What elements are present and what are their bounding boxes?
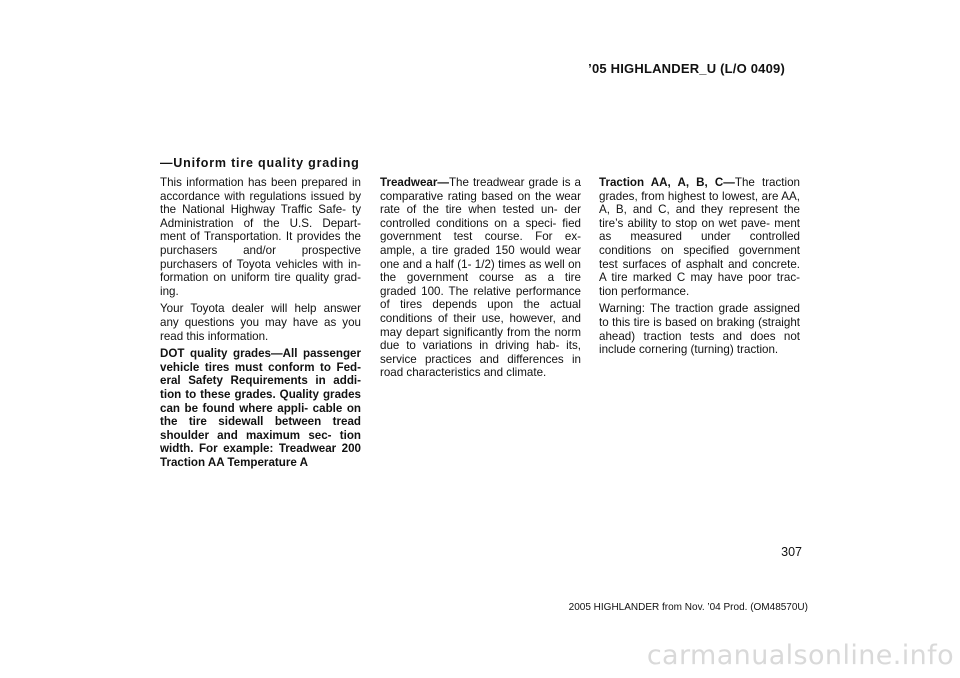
- text-column-1: [160, 176, 361, 473]
- traction-body: The traction grades, from highest to lowest, are AA, A, B, and C, and they represent the tire’s ability to stop on wet pave- ment as measured under controlled conditions on specified government test surfaces of asphalt and concrete. A tire marked C may have poor trac- tion performance.: [599, 176, 800, 298]
- text-column-3: [599, 176, 800, 361]
- dot-grades-paragraph: DOT quality grades—All passenger vehicle tires must conform to Fed- eral Safety Requirements in addi- tion to these grades. Quality grades can be found where appli- cable on the tire sidewall between tread shoulder and maximum sec- tion width. For example: Treadwear 200 Traction AA Temperature A: [160, 347, 361, 469]
- treadwear-body: The treadwear grade is a comparative rating based on the wear rate of the tire when tested un- der controlled conditions on a speci- fied government test course. For ex- ample, a tire graded 150 would wear one and a half (1- 1/2) times as well on the government course as a tire graded 100. The relative performance of tires depends upon the actual conditions of their use, however, and may depart significantly from the norm due to variations in driving hab- its, service practices and differences in road characteristics and climate.: [380, 176, 581, 380]
- production-footer: 2005 HIGHLANDER from Nov. ’04 Prod. (OM48570U): [568, 602, 808, 613]
- section-title: —Uniform tire quality grading: [160, 156, 360, 170]
- intro-paragraph: This information has been prepared in accordance with regulations issued by the National Highway Traffic Safe- ty Administration of the U.S. Depart- ment of Transportation. It provides the purchasers and/or prospective purchasers of Toyota vehicles with in- formation on uniform tire quality grad- ing.: [160, 176, 361, 298]
- document-header: ’05 HIGHLANDER_U (L/O 0409): [588, 61, 785, 76]
- watermark-text: carmanualsonline.info: [646, 640, 954, 671]
- page-number: 307: [781, 545, 802, 559]
- text-column-2: [380, 176, 581, 384]
- traction-heading: Traction AA, A, B, C—: [599, 176, 735, 189]
- dealer-paragraph: Your Toyota dealer will help answer any questions you may have as you read this information.: [160, 302, 361, 343]
- traction-warning-paragraph: Warning: The traction grade assigned to this tire is based on braking (straight ahead) traction tests and does not include cornering (turning) traction.: [599, 302, 800, 357]
- treadwear-heading: Treadwear—: [380, 176, 449, 189]
- traction-paragraph: [599, 176, 800, 298]
- treadwear-paragraph: [380, 176, 581, 380]
